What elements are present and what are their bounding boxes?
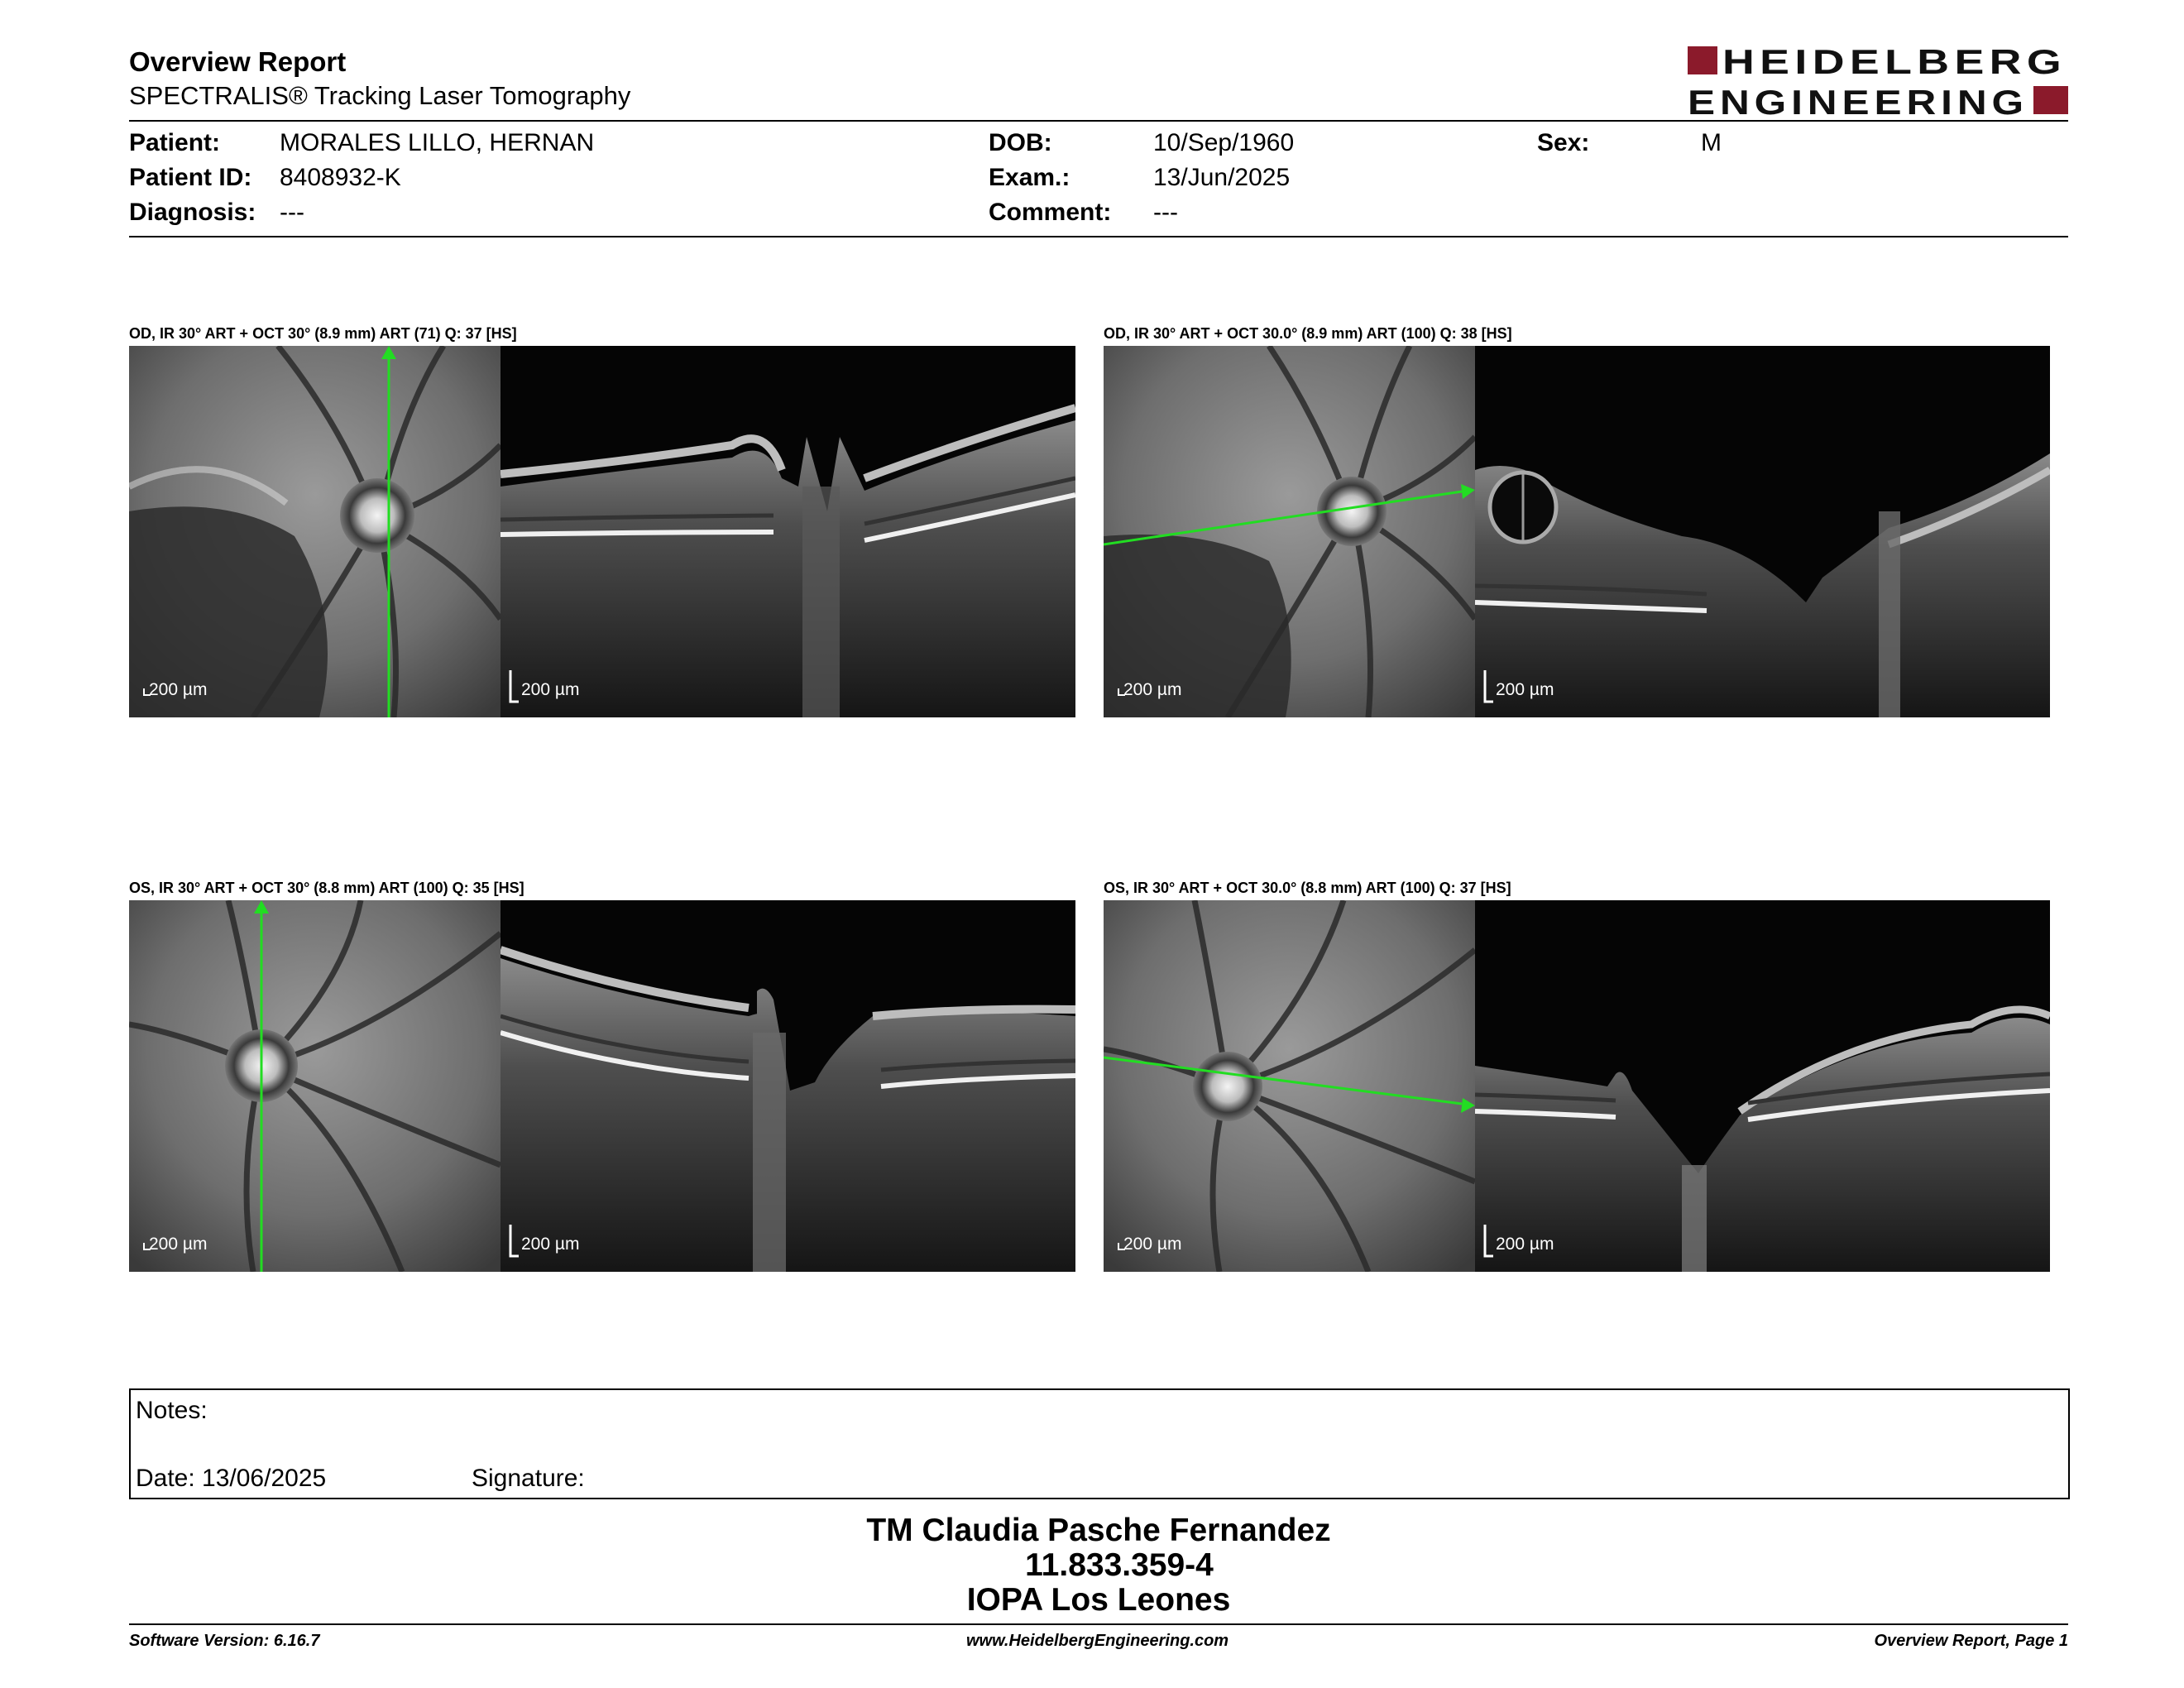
exam-label: Exam.: bbox=[989, 164, 1070, 191]
footer-rule bbox=[129, 1623, 2068, 1625]
signature-label: Signature: bbox=[472, 1465, 585, 1492]
brand-line2: ENGINEERING bbox=[1688, 83, 2028, 117]
fundus-image-od-1 bbox=[129, 346, 500, 717]
scan-caption-os-1: OS, IR 30° ART + OCT 30° (8.8 mm) ART (100) Q: 35 [HS] bbox=[129, 880, 524, 896]
fundus-scale-os-1: 200 µm bbox=[149, 1235, 208, 1254]
stamp-id: 11.833.359-4 bbox=[1025, 1547, 1214, 1583]
fundus-image-os-2 bbox=[1104, 900, 1475, 1272]
report-title: Overview Report bbox=[129, 46, 347, 77]
oct-scale-os-2: 200 µm bbox=[1496, 1235, 1554, 1254]
patient-id: 8408932-K bbox=[280, 164, 401, 191]
diagnosis-value: --- bbox=[280, 199, 304, 226]
patient-label: Patient: bbox=[129, 129, 221, 156]
dob-value: 10/Sep/1960 bbox=[1153, 129, 1295, 156]
stamp-institution: IOPA Los Leones bbox=[966, 1582, 1231, 1618]
fundus-image-os-1 bbox=[129, 900, 500, 1272]
oct-bscan-od-2 bbox=[1475, 346, 2050, 717]
heidelberg-logo bbox=[1688, 45, 2068, 117]
patient-id-label: Patient ID: bbox=[129, 164, 252, 191]
report-subtitle: SPECTRALIS® Tracking Laser Tomography bbox=[129, 81, 631, 110]
comment-label: Comment: bbox=[989, 199, 1112, 226]
patient-rule bbox=[129, 236, 2068, 237]
oct-scale-od-2: 200 µm bbox=[1496, 680, 1554, 699]
page-number: Overview Report, Page 1 bbox=[1874, 1632, 2068, 1650]
sex-value: M bbox=[1701, 129, 1722, 156]
scan-caption-od-1: OD, IR 30° ART + OCT 30° (8.9 mm) ART (71) Q: 37 [HS] bbox=[129, 325, 517, 342]
fundus-image-od-2 bbox=[1104, 346, 1475, 717]
notes-box bbox=[129, 1388, 2070, 1499]
patient-name: MORALES LILLO, HERNAN bbox=[280, 129, 595, 156]
fundus-scale-os-2: 200 µm bbox=[1123, 1235, 1182, 1254]
sex-label: Sex: bbox=[1537, 129, 1590, 156]
oct-bscan-os-2 bbox=[1475, 900, 2050, 1272]
website-link[interactable]: www.HeidelbergEngineering.com bbox=[966, 1632, 1229, 1650]
notes-label: Notes: bbox=[136, 1397, 208, 1424]
notes-date: Date: 13/06/2025 bbox=[136, 1465, 327, 1492]
software-version: Software Version: 6.16.7 bbox=[129, 1632, 320, 1650]
diagnosis-label: Diagnosis: bbox=[129, 199, 256, 226]
header-rule bbox=[129, 120, 2068, 122]
dob-label: DOB: bbox=[989, 129, 1052, 156]
comment-value: --- bbox=[1153, 199, 1178, 226]
brand-line1: HEIDELBERG bbox=[1722, 45, 2067, 81]
scan-caption-od-2: OD, IR 30° ART + OCT 30.0° (8.9 mm) ART (100) Q: 38 [HS] bbox=[1104, 325, 1512, 342]
scan-caption-os-2: OS, IR 30° ART + OCT 30.0° (8.8 mm) ART (100) Q: 37 [HS] bbox=[1104, 880, 1511, 896]
oct-scale-od-1: 200 µm bbox=[521, 680, 580, 699]
oct-scale-os-1: 200 µm bbox=[521, 1235, 580, 1254]
exam-value: 13/Jun/2025 bbox=[1153, 164, 1291, 191]
oct-bscan-os-1 bbox=[500, 900, 1075, 1272]
oct-bscan-od-1 bbox=[500, 346, 1075, 717]
fundus-scale-od-1: 200 µm bbox=[149, 680, 208, 699]
stamp-name: TM Claudia Pasche Fernandez bbox=[866, 1513, 1331, 1548]
fundus-scale-od-2: 200 µm bbox=[1123, 680, 1182, 699]
